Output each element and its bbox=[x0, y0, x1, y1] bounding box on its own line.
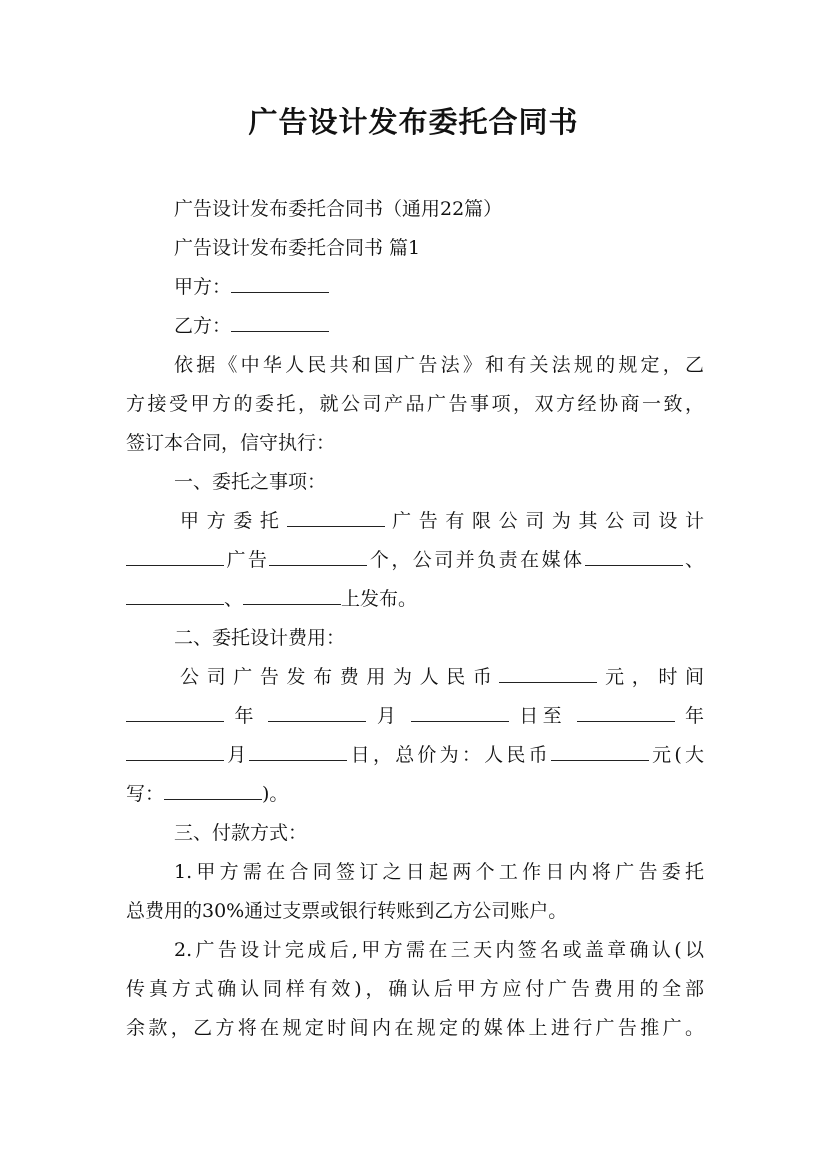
fill-blank bbox=[551, 738, 649, 761]
fill-blank bbox=[126, 582, 224, 605]
paragraph-line bbox=[126, 736, 704, 775]
text-fragment: 、 bbox=[224, 588, 244, 610]
party-b-blank bbox=[231, 309, 329, 332]
text-fragment: 个，公司并负责在媒体 bbox=[367, 549, 585, 571]
text-fragment: 日至 bbox=[519, 705, 567, 727]
text-fragment: 公司广告发布费用为人民币 bbox=[180, 666, 500, 688]
fill-blank bbox=[269, 543, 367, 566]
clause-heading-3: 三、付款方式： bbox=[174, 822, 308, 844]
fill-blank bbox=[249, 738, 347, 761]
party-a-line bbox=[126, 268, 704, 307]
paragraph-line: 总费用的30%通过支票或银行转账到乙方公司账户。 bbox=[126, 900, 568, 922]
party-b-label: 乙方： bbox=[174, 315, 232, 337]
paragraph-line bbox=[126, 502, 704, 541]
contract-subtitle: 广告设计发布委托合同书（通用22篇） bbox=[174, 198, 503, 220]
text-fragment: 年 bbox=[684, 705, 704, 727]
text-fragment: 写： bbox=[126, 783, 165, 805]
clause-heading-1: 一、委托之事项： bbox=[174, 471, 327, 493]
fill-blank bbox=[499, 660, 597, 683]
paragraph-line bbox=[126, 775, 704, 814]
text-fragment: )。 bbox=[262, 783, 289, 805]
fill-blank bbox=[243, 582, 341, 605]
text-fragment: 月 bbox=[224, 744, 250, 766]
paragraph-line: 依据《中华人民共和国广告法》和有关法规的规定，乙 bbox=[174, 354, 704, 376]
document-title: 广告设计发布委托合同书 bbox=[248, 105, 579, 139]
fill-blank bbox=[268, 699, 366, 722]
section-heading: 广告设计发布委托合同书 篇1 bbox=[174, 237, 421, 259]
fill-blank bbox=[585, 543, 683, 566]
paragraph-line: 1.甲方需在合同签订之日起两个工作日内将广告委托 bbox=[174, 861, 704, 883]
text-fragment: 上发布。 bbox=[341, 588, 418, 610]
text-fragment: 甲方委托 bbox=[180, 510, 287, 532]
paragraph-line bbox=[126, 541, 704, 580]
paragraph-line: 传真方式确认同样有效)，确认后甲方应付广告费用的全部 bbox=[126, 978, 704, 1000]
fill-blank bbox=[126, 543, 224, 566]
text-fragment: 广告 bbox=[224, 549, 270, 571]
fill-blank bbox=[126, 738, 224, 761]
paragraph-line: 方接受甲方的委托，就公司产品广告事项，双方经协商一致， bbox=[126, 393, 704, 415]
fill-blank bbox=[164, 777, 262, 800]
fill-blank bbox=[126, 699, 224, 722]
paragraph-line: 2.广告设计完成后,甲方需在三天内签名或盖章确认(以 bbox=[174, 939, 704, 961]
fill-blank bbox=[287, 504, 385, 527]
clause-heading-2: 二、委托设计费用： bbox=[174, 627, 346, 649]
paragraph-line bbox=[126, 697, 704, 736]
party-b-line bbox=[126, 307, 704, 346]
text-fragment: 元(大 bbox=[648, 744, 704, 766]
text-fragment: 、 bbox=[682, 549, 704, 571]
text-fragment: 月 bbox=[376, 705, 401, 727]
fill-blank bbox=[411, 699, 509, 722]
text-fragment: 元，时间 bbox=[597, 666, 704, 688]
paragraph-line bbox=[126, 658, 704, 697]
paragraph-line: 余款，乙方将在规定时间内在规定的媒体上进行广告推广。 bbox=[126, 1017, 704, 1039]
paragraph-line bbox=[126, 580, 704, 619]
paragraph-line: 签订本合同，信守执行： bbox=[126, 432, 336, 454]
fill-blank bbox=[577, 699, 675, 722]
text-fragment: 日，总价为：人民币 bbox=[347, 744, 551, 766]
document-body bbox=[126, 190, 704, 1048]
text-fragment: 广告有限公司为其公司设计 bbox=[384, 510, 704, 532]
text-fragment: 年 bbox=[234, 705, 258, 727]
party-a-label: 甲方： bbox=[174, 276, 232, 298]
party-a-blank bbox=[231, 270, 329, 293]
